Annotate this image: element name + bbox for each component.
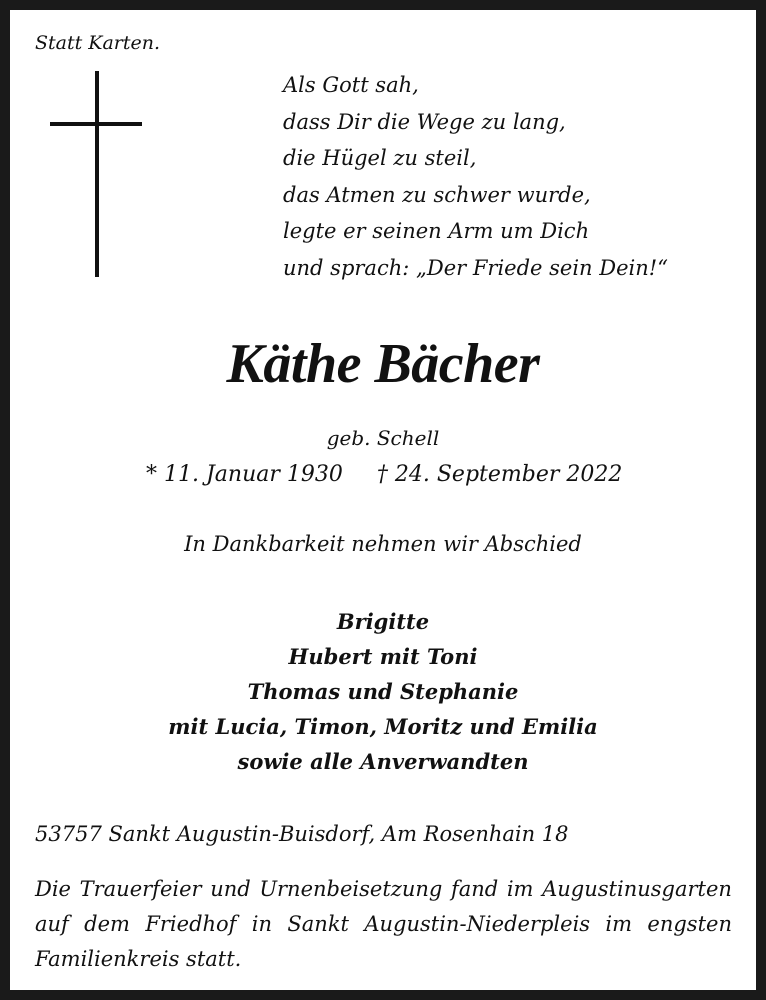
notice-line-1	[35, 872, 732, 907]
poem-line: die Hügel zu steil,	[283, 146, 477, 170]
mourner-line: sowie alle Anverwandten	[237, 749, 529, 774]
statt-karten-note: Statt Karten.	[35, 32, 161, 54]
poem-line: das Atmen zu schwer wurde,	[283, 182, 591, 207]
mourner-line: Thomas und Stephanie	[247, 679, 519, 704]
poem-line: und sprach: „Der Friede sein Dein!“	[283, 255, 668, 280]
notice-word: in	[251, 912, 273, 936]
mourner-line: mit Lucia, Timon, Moritz und Emilia	[168, 714, 598, 739]
notice-word: Trauerfeier	[79, 877, 202, 901]
poem	[283, 67, 668, 286]
notice-word: Augustinusgarten	[542, 877, 732, 901]
cross-vertical-bar	[95, 71, 99, 277]
notice-word: dem	[84, 912, 130, 936]
family-address: 53757 Sankt Augustin-Buisdorf, Am Rosenhain 18	[35, 822, 569, 846]
mourner-line: Brigitte	[336, 609, 430, 634]
death-date: † 24. September 2022	[376, 462, 623, 487]
notice-word: Die	[35, 877, 71, 901]
notice-word: Sankt	[287, 912, 349, 936]
deceased-name: Käthe Bächer	[226, 333, 540, 395]
notice-word: Urnenbeisetzung	[259, 877, 443, 901]
farewell-line: In Dankbarkeit nehmen wir Abschied	[184, 532, 582, 556]
notice-word: im	[506, 877, 534, 901]
mourner-line: Hubert mit Toni	[288, 644, 478, 669]
birth-name: geb. Schell	[326, 426, 440, 450]
notice-line-3: Familienkreis statt.	[35, 947, 242, 971]
life-dates	[146, 462, 622, 487]
poem-line: legte er seinen Arm um Dich	[283, 219, 590, 243]
notice-word: auf	[35, 912, 69, 936]
notice-word: fand	[450, 877, 499, 901]
notice-word: Augustin-Niederpleis	[364, 912, 591, 936]
mourners-list	[10, 604, 756, 779]
notice-line-2	[35, 907, 732, 942]
cross-horizontal-bar	[50, 122, 142, 126]
notice-word: im	[605, 912, 633, 936]
notice-word: Friedhof	[145, 912, 237, 936]
funeral-notice	[35, 872, 732, 977]
poem-line: dass Dir die Wege zu lang,	[283, 109, 566, 134]
poem-line: Als Gott sah,	[283, 73, 419, 97]
birth-date: * 11. Januar 1930	[146, 462, 343, 487]
notice-word: und	[210, 877, 251, 901]
notice-word: engsten	[647, 912, 732, 936]
